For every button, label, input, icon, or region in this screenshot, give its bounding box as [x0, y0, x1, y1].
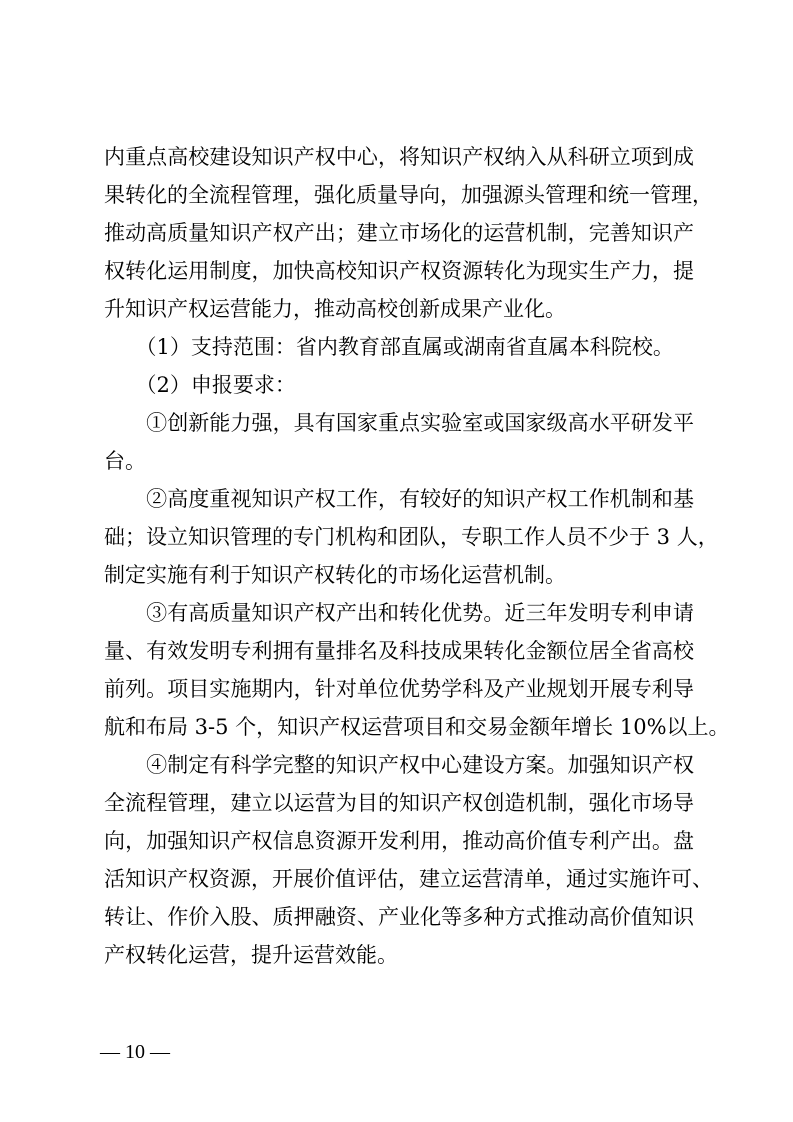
body-text-line: ②高度重视知识产权工作，有较好的知识产权工作机制和基: [104, 487, 694, 511]
body-text-line: 全流程管理，建立以运营为目的知识产权创造机制，强化市场导: [104, 791, 694, 815]
body-text-line: ①创新能力强，具有国家重点实验室或国家级高水平研发平: [104, 411, 694, 435]
page-number: — 10 —: [100, 1041, 170, 1063]
body-text-line: 台。: [104, 449, 146, 473]
body-text-line: 向，加强知识产权信息资源开发利用，推动高价值专利产出。盘: [104, 829, 694, 853]
body-text-line: 升知识产权运营能力，推动高校创新成果产业化。: [104, 297, 566, 321]
body-text-line: 量、有效发明专利拥有量排名及科技成果转化金额位居全省高校: [104, 639, 694, 663]
body-text-line: 权转化运用制度，加快高校知识产权资源转化为现实生产力，提: [104, 259, 694, 283]
body-text-line: ④制定有科学完整的知识产权中心建设方案。加强知识产权: [104, 753, 694, 777]
body-text-line: 航和布局 3-5 个，知识产权运营项目和交易金额年增长 10%以上。: [104, 715, 730, 739]
body-text-line: 转让、作价入股、质押融资、产业化等多种方式推动高价值知识: [104, 905, 694, 929]
body-text-line: 前列。项目实施期内，针对单位优势学科及产业规划开展专利导: [104, 677, 694, 701]
body-text-line: （1）支持范围：省内教育部直属或湖南省直属本科院校。: [104, 335, 674, 359]
body-text-line: ③有高质量知识产权产出和转化优势。近三年发明专利申请: [104, 601, 694, 625]
body-text-line: （2）申报要求：: [104, 373, 296, 397]
body-text-line: 产权转化运营，提升运营效能。: [104, 943, 398, 967]
body-text-line: 础；设立知识管理的专门机构和团队，专职工作人员不少于 3 人，: [104, 525, 719, 549]
body-text-line: 活知识产权资源，开展价值评估，建立运营清单，通过实施许可、: [104, 867, 713, 891]
body-text-line: 内重点高校建设知识产权中心，将知识产权纳入从科研立项到成: [104, 145, 694, 169]
body-text-line: 推动高质量知识产权产出；建立市场化的运营机制，完善知识产: [104, 221, 694, 245]
body-text-line: 果转化的全流程管理，强化质量导向，加强源头管理和统一管理，: [104, 183, 713, 207]
body-text-line: 制定实施有利于知识产权转化的市场化运营机制。: [104, 563, 566, 587]
